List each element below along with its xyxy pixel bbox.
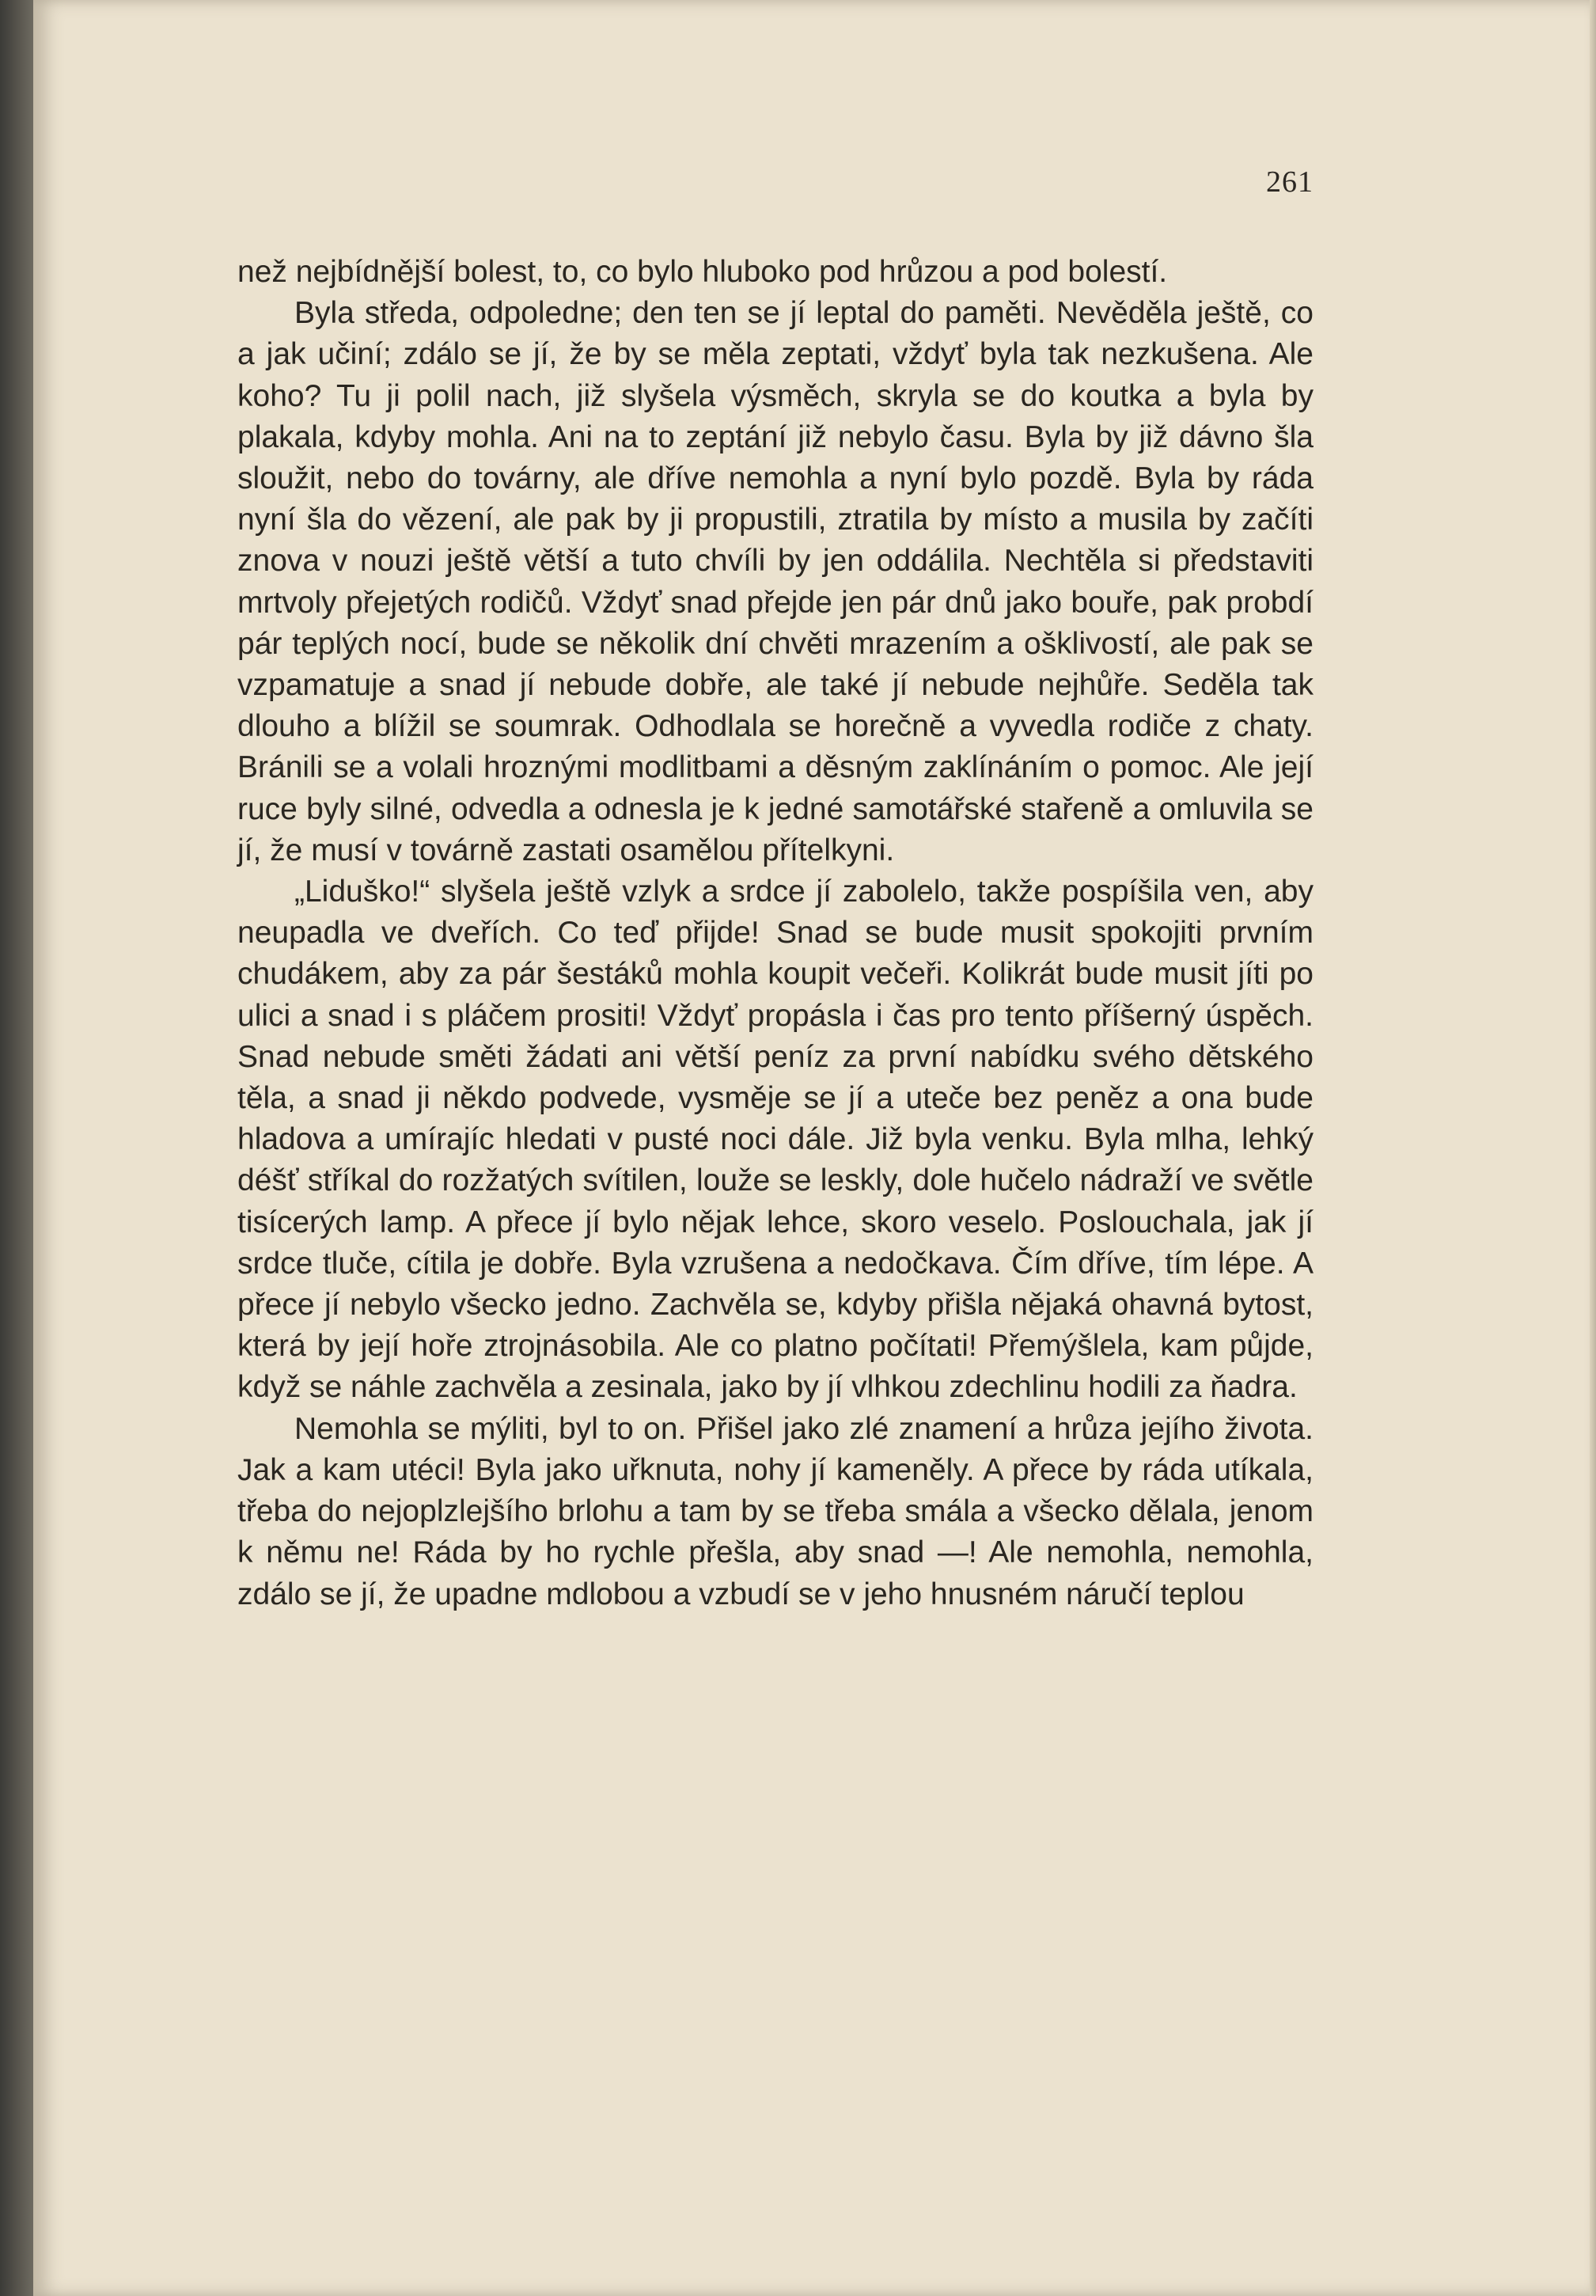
paragraph: „Liduško!“ slyšela ještě vzlyk a srdce jí zabolelo, takže pospíšila ven, aby neupadla ve dveřích. Co teď přijde! Snad se bude musit spokojiti prvním chudákem, aby za pár šestáků mohla koupit večeři. Kolikrát bude musit jíti po ulici a snad i s pláčem prositi! Vždyť propásla i čas pro tento příšerný úspěch. Snad nebude směti žádati ani větší peníz za první nabídku svého dětského těla, a snad ji někdo podvede, vysměje se jí a uteče bez peněz a ona bude hladova a umírajíc hledati v pusté noci dále. Již byla venku. Byla mlha, lehký déšť stříkal do rozžatých svítilen, louže se leskly, dole hučelo nádraží ve světle tisícerých lamp. A přece jí bylo nějak lehce, skoro veselo. Poslouchala, jak jí srdce tluče, cítila je dobře. Byla vzrušena a nedočkava. Čím dříve, tím lépe. A přece jí nebylo všecko jedno. Zachvěla se, kdyby přišla nějaká ohavná bytost, která by její hoře ztrojnásobila. Ale co platno počítati! Přemýšlela, kam půjde, když se náhle zachvěla a zesinala, jako by jí vlhkou zdechlinu hodili za ňadra.	[237, 875, 1314, 1405]
paragraph: Byla středa, odpoledne; den ten se jí leptal do paměti. Nevěděla ještě, co a jak učiní; zdálo se jí, že by se měla zeptati, vždyť byla tak nezkušena. Ale koho? Tu ji polil nach, již slyšela výsměch, skryla se do koutka a byla by plakala, kdyby mohla. Ani na to zeptání již nebylo času. Byla by již dávno šla sloužit, nebo do továrny, ale dříve nemohla a nyní bylo pozdě. Byla by ráda nyní šla do vězení, ale pak by ji propustili, ztratila by místo a musila by začíti znova v nouzi ještě větší a tuto chvíli by jen oddálila. Nechtěla si představiti mrtvoly přejetých rodičů. Vždyť snad přejde jen pár dnů jako bouře, pak probdí pár teplých nocí, bude se několik dní chvěti mrazením a ošklivostí, ale pak se vzpamatuje a snad jí nebude dobře, ale také jí nebude nejhůře. Seděla tak dlouho a blížil se soumrak. Odhodlala se horečně a vyvedla rodiče z chaty. Bránili se a volali hroznými modlitbami a děsným zaklínáním o pomoc. Ale její ruce byly silné, odvedla a odnesla je k jedné samotářské stařeně a omluvila se jí, že musí v továrně zastati osamělou přítelkyni.	[237, 296, 1314, 867]
paragraph: než nejbídnější bolest, to, co bylo hluboko pod hrůzou a pod bolestí.	[237, 255, 1168, 289]
body-text	[237, 252, 1314, 1615]
page-edge	[1590, 0, 1596, 2296]
book-spine-shadow	[0, 0, 33, 2296]
paragraph: Nemohla se mýliti, byl to on. Přišel jako zlé znamení a hrůza jejího života. Jak a kam utéci! Byla jako uřknuta, nohy jí kameněly. A přece by ráda utíkala, třeba do nejoplzlejšího brlohu a tam by se třeba smála a všecko dělala, jenom k němu ne! Ráda by ho rychle přešla, aby snad —! Ale nemohla, nemohla, zdálo se jí, že upadne mdlobou a vzbudí se v jeho hnusném náručí teplou	[237, 1411, 1314, 1611]
page-number: 261	[1266, 165, 1314, 199]
